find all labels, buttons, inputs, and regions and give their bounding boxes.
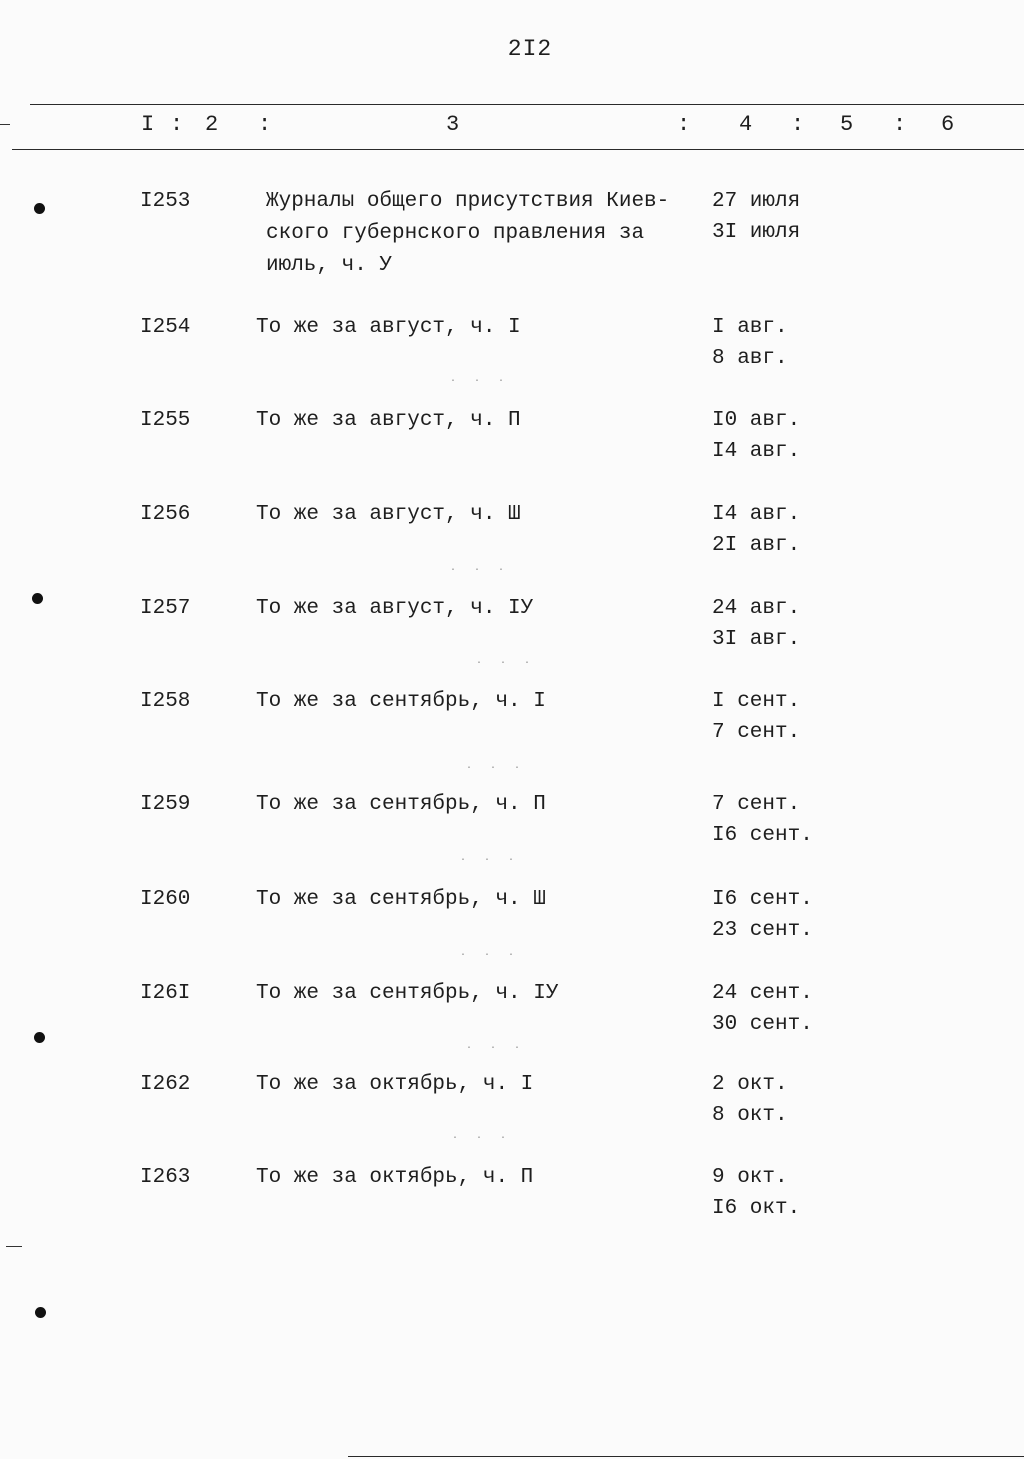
row-date-start: I6 сент. bbox=[712, 888, 813, 911]
row-description: То же за октябрь, ч. П bbox=[256, 1166, 534, 1189]
row-date-end: 23 сент. bbox=[712, 919, 813, 942]
scan-speck: · · · bbox=[460, 950, 521, 961]
row-date-start: I сент. bbox=[712, 690, 801, 713]
column-separator: : bbox=[893, 112, 907, 137]
row-number: I263 bbox=[140, 1166, 191, 1189]
scan-speck: · · · bbox=[476, 658, 537, 669]
header-top-rule bbox=[30, 104, 1024, 105]
row-description: То же за сентябрь, ч. Ш bbox=[256, 888, 546, 911]
scan-speck: · · · bbox=[460, 855, 521, 866]
column-separator: : bbox=[170, 112, 184, 137]
row-date-start: 2 окт. bbox=[712, 1073, 788, 1096]
punch-hole bbox=[34, 1032, 45, 1043]
row-description: июль, ч. У bbox=[266, 254, 393, 277]
scan-speck: · · · bbox=[466, 1043, 527, 1054]
punch-hole bbox=[35, 1307, 46, 1318]
row-date-end: 2I авг. bbox=[712, 534, 801, 557]
row-date-end: 3I авг. bbox=[712, 628, 801, 651]
row-description: То же за август, ч. IУ bbox=[256, 597, 534, 620]
punch-hole bbox=[32, 593, 43, 604]
page-number: 2I2 bbox=[507, 36, 553, 62]
row-date-end: 8 окт. bbox=[712, 1104, 788, 1127]
row-number: I256 bbox=[140, 503, 191, 526]
row-date-end: I4 авг. bbox=[712, 440, 801, 463]
row-date-start: 24 авг. bbox=[712, 597, 801, 620]
row-date-start: I авг. bbox=[712, 316, 788, 339]
row-date-start: 24 сент. bbox=[712, 982, 813, 1005]
margin-mark bbox=[6, 1246, 22, 1247]
column-separator: : bbox=[677, 112, 691, 137]
row-date-start: I4 авг. bbox=[712, 503, 801, 526]
row-description: То же за сентябрь, ч. I bbox=[256, 690, 546, 713]
column-header-4: 4 bbox=[739, 112, 753, 137]
column-header-1: I bbox=[141, 112, 155, 137]
row-number: I257 bbox=[140, 597, 191, 620]
row-date-end: 8 авг. bbox=[712, 347, 788, 370]
row-number: I254 bbox=[140, 316, 191, 339]
row-description: Журналы общего присутствия Киев- bbox=[266, 190, 670, 213]
scan-speck: · · · bbox=[450, 376, 511, 387]
row-description: То же за август, ч. П bbox=[256, 409, 521, 432]
row-date-end: I6 сент. bbox=[712, 824, 813, 847]
column-separator: : bbox=[791, 112, 805, 137]
column-header-2: 2 bbox=[205, 112, 219, 137]
column-header-6: 6 bbox=[941, 112, 955, 137]
margin-mark bbox=[0, 124, 10, 125]
row-description: То же за октябрь, ч. I bbox=[256, 1073, 534, 1096]
row-description: То же за август, ч. I bbox=[256, 316, 521, 339]
row-description: То же за сентябрь, ч. П bbox=[256, 793, 546, 816]
row-number: I253 bbox=[140, 190, 191, 213]
row-date-start: 7 сент. bbox=[712, 793, 801, 816]
row-number: I26I bbox=[140, 982, 191, 1005]
row-number: I259 bbox=[140, 793, 191, 816]
scan-speck: · · · bbox=[466, 763, 527, 774]
row-date-start: 9 окт. bbox=[712, 1166, 788, 1189]
column-header-5: 5 bbox=[840, 112, 854, 137]
row-date-end: 30 сент. bbox=[712, 1013, 813, 1036]
row-description: ского губернского правления за bbox=[266, 222, 645, 245]
row-date-start: 27 июля bbox=[712, 190, 801, 213]
header-bottom-rule bbox=[12, 149, 1024, 150]
scan-speck: · · · bbox=[450, 565, 511, 576]
row-description: То же за август, ч. Ш bbox=[256, 503, 521, 526]
row-number: I255 bbox=[140, 409, 191, 432]
row-description: То же за сентябрь, ч. IУ bbox=[256, 982, 559, 1005]
punch-hole bbox=[34, 203, 45, 214]
row-date-start: I0 авг. bbox=[712, 409, 801, 432]
row-date-end: 3I июля bbox=[712, 221, 801, 244]
row-date-end: I6 окт. bbox=[712, 1197, 801, 1220]
column-separator: : bbox=[258, 112, 272, 137]
row-number: I260 bbox=[140, 888, 191, 911]
row-date-end: 7 сент. bbox=[712, 721, 801, 744]
column-header-3: 3 bbox=[446, 112, 460, 137]
row-number: I262 bbox=[140, 1073, 191, 1096]
footer-rule bbox=[348, 1456, 1024, 1457]
row-number: I258 bbox=[140, 690, 191, 713]
scan-speck: · · · bbox=[452, 1133, 513, 1144]
